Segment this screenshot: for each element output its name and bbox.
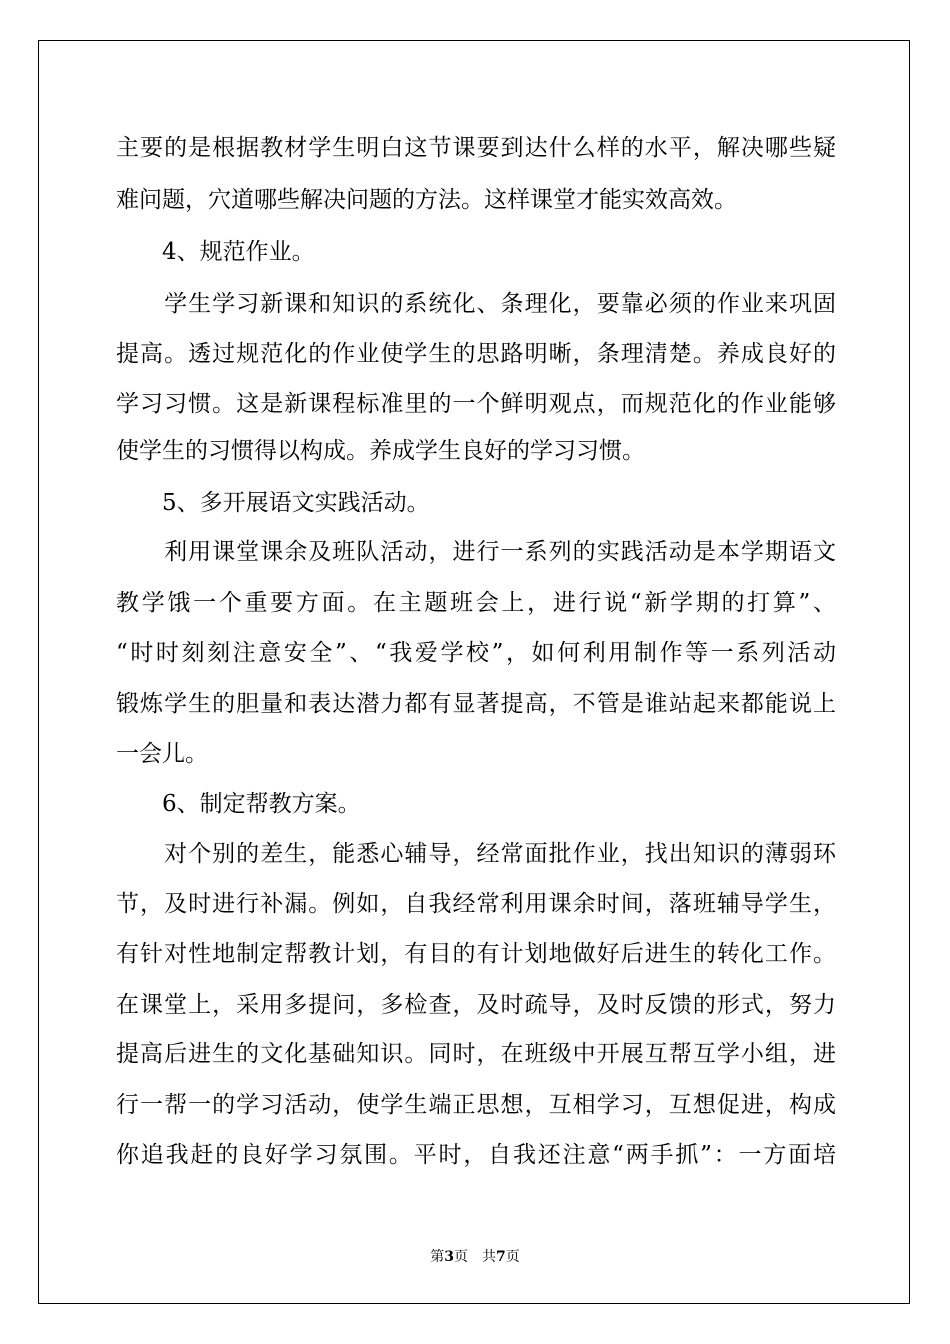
section-heading: 4、规范作业。 [116,239,315,265]
text-line: 在课堂上，采用多提问，多检查，及时疏导，及时反馈的形式，努力 [116,992,836,1018]
section-heading: 6、制定帮教方案。 [116,791,361,817]
text-line: 使学生的习惯得以构成。养成学生良好的学习习惯。 [116,438,645,464]
footer-suffix: 页 [505,1249,520,1265]
section-heading: 5、多开展语文实践活动。 [116,490,430,516]
text-line: 行一帮一的学习活动，使学生端正思想，互相学习，互想促进，构成 [116,1092,836,1118]
text-line: 有针对性地制定帮教计划，有目的有计划地做好后进生的转化工作。 [116,941,836,967]
current-page-number: 3 [444,1249,454,1265]
text-line: 学习习惯。这是新课程标准里的一个鲜明观点，而规范化的作业能够 [116,391,836,417]
text-line: 教学饿一个重要方面。在主题班会上，进行说“新学期的打算”、 [116,590,836,616]
text-line: 难问题，穴道哪些解决问题的方法。这样课堂才能实效高效。 [116,187,737,213]
text-line: 提高后进生的文化基础知识。同时，在班级中开展互帮互学小组，进 [116,1041,836,1067]
text-line: 主要的是根据教材学生明白这节课要到达什么样的水平，解决哪些疑 [116,135,836,161]
footer-middle: 页 共 [454,1249,496,1265]
total-page-count: 7 [496,1249,506,1265]
text-line: 利用课堂课余及班队活动，进行一系列的实践活动是本学期语文 [116,539,836,565]
text-line: “时时刻刻注意安全”、“我爱学校”，如何利用制作等一系列活动 [116,640,836,666]
text-line: 学生学习新课和知识的系统化、条理化，要靠必须的作业来巩固 [116,291,836,317]
text-line: 你追我赶的良好学习氛围。平时，自我还注意“两手抓”：一方面培 [116,1142,836,1168]
page-footer [0,1248,950,1266]
footer-prefix: 第 [430,1249,445,1265]
text-line: 锻炼学生的胆量和表达潜力都有显著提高，不管是谁站起来都能说上 [116,691,836,717]
text-line: 提高。透过规范化的作业使学生的思路明晰，条理清楚。养成良好的 [116,341,836,367]
text-line: 对个别的差生，能悉心辅导，经常面批作业，找出知识的薄弱环 [116,841,836,867]
text-line: 一会儿。 [116,741,208,767]
text-line: 节，及时进行补漏。例如，自我经常利用课余时间，落班辅导学生， [116,891,836,917]
